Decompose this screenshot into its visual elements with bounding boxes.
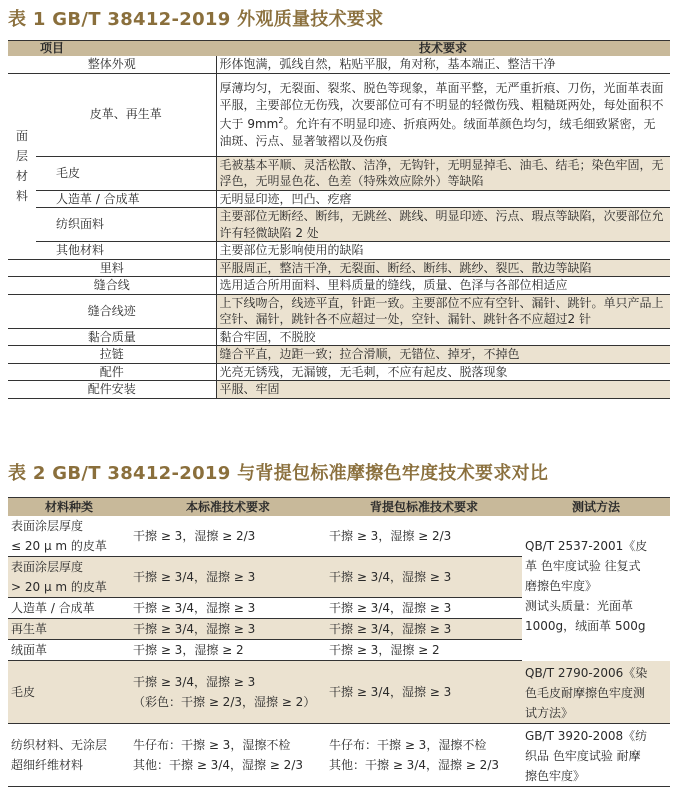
face-material-group: 面 层 材 料: [8, 73, 36, 259]
row-requirement: 平服周正，整洁干净，无裂面、断经、断纬、跳纱、裂匹、散边等缺陷: [216, 259, 670, 277]
material-cell: 人造革 / 合成革: [8, 598, 130, 619]
table-row: [8, 242, 670, 260]
row-requirement: 无明显印迹，凹凸、疙瘩: [216, 190, 670, 208]
row-requirement: 黏合牢固，不脱胶: [216, 328, 670, 346]
row-item: 缝合线迹: [8, 294, 216, 328]
table-row: [8, 381, 670, 399]
material-cell: 纺织材料、无涂层 超细纤维材料: [8, 723, 130, 786]
row-item: 皮革、再生革: [36, 73, 216, 156]
bag-standard-cell: 干擦 ≥ 3/4，湿擦 ≥ 3: [326, 619, 522, 640]
header-material: 材料种类: [8, 498, 130, 517]
table-row: [8, 346, 670, 364]
row-item: 配件安装: [8, 381, 216, 399]
table-row: [8, 208, 670, 242]
table-row: [8, 363, 670, 381]
row-item: 拉链: [8, 346, 216, 364]
table-row: [8, 294, 670, 328]
table-row: [8, 190, 670, 208]
bag-standard-cell: 干擦 ≥ 3，湿擦 ≥ 2/3: [326, 516, 522, 557]
this-standard-cell: 干擦 ≥ 3/4，湿擦 ≥ 3: [130, 598, 326, 619]
this-standard-cell: 干擦 ≥ 3，湿擦 ≥ 2/3: [130, 516, 326, 557]
test-method-cell: QB/T 2790-2006《染 色毛皮耐摩擦色牢度测 试方法》: [522, 661, 670, 724]
this-standard-cell: 牛仔布：干擦 ≥ 3，湿擦不检 其他：干擦 ≥ 3/4，湿擦 ≥ 2/3: [130, 723, 326, 786]
table1-title: 表 1 GB/T 38412-2019 外观质量技术要求: [8, 9, 384, 30]
row-requirement: 平服、牢固: [216, 381, 670, 399]
table-row: [8, 56, 670, 73]
row-requirement: 厚薄均匀，无裂面、裂浆、脱色等现象，革面平整，无严重折痕、刀伤，光面革表面平服，主要部位无伤残，次要部位可有不明显的轻微伤残、粗糙斑两处，每处面积不大于 $9mm^2$。允许有不明显印迹、折痕两处。绒面革颜色均匀，绒毛细致紧密，无油斑、污点、显著皱褶以及伤痕: [216, 73, 670, 156]
test-method-cell: GB/T 3920-2008《纺 织品 色牢度试验 耐摩 擦色牢度》: [522, 723, 670, 786]
this-standard-cell: 干擦 ≥ 3，湿擦 ≥ 2: [130, 640, 326, 661]
row-requirement: 主要部位无断经、断纬，无跳丝、跳线、明显印迹、污点、瑕点等缺陷，次要部位允许有轻微缺陷 2 处: [216, 208, 670, 242]
row-item: 配件: [8, 363, 216, 381]
table-row: [8, 328, 670, 346]
material-cell: 再生革: [8, 619, 130, 640]
row-item: 缝合线: [8, 277, 216, 295]
material-cell: 绒面革: [8, 640, 130, 661]
row-item: 里料: [8, 259, 216, 277]
table2-header-row: [8, 498, 670, 517]
row-requirement: 主要部位无影响使用的缺陷: [216, 242, 670, 260]
bag-standard-cell: 牛仔布：干擦 ≥ 3，湿擦不检 其他：干擦 ≥ 3/4，湿擦 ≥ 2/3: [326, 723, 522, 786]
material-cell: 表面涂层厚度 ≤ 20 μ m 的皮革: [8, 516, 130, 557]
row-item: 其他材料: [36, 242, 216, 260]
header-bag-standard: 背提包标准技术要求: [326, 498, 522, 517]
bag-standard-cell: 干擦 ≥ 3/4，湿擦 ≥ 3: [326, 661, 522, 724]
this-standard-cell: 干擦 ≥ 3/4，湿擦 ≥ 3: [130, 557, 326, 598]
table-row: [8, 277, 670, 295]
color-fastness-table: [8, 497, 670, 787]
table2-title: 表 2 GB/T 38412-2019 与背提包标准摩擦色牢度技术要求对比: [8, 463, 549, 484]
table-row: [8, 661, 670, 724]
material-cell: 毛皮: [8, 661, 130, 724]
header-this-standard: 本标准技术要求: [130, 498, 326, 517]
header-test-method: 测试方法: [522, 498, 670, 517]
bag-standard-cell: 干擦 ≥ 3，湿擦 ≥ 2: [326, 640, 522, 661]
this-standard-cell: 干擦 ≥ 3/4，湿擦 ≥ 3 （彩色：干擦 ≥ 2/3，湿擦 ≥ 2）: [130, 661, 326, 724]
row-item: 整体外观: [8, 56, 216, 73]
test-method-cell: QB/T 2537-2001《皮 革 色牢度试验 往复式 磨擦色牢度》 测试头质量：光面革 1000g，绒面革 500g: [525, 539, 648, 633]
row-item: 人造革 / 合成革: [36, 190, 216, 208]
row-item: 黏合质量: [8, 328, 216, 346]
material-cell: 表面涂层厚度 > 20 μ m 的皮革: [8, 557, 130, 598]
bag-standard-cell: 干擦 ≥ 3/4，湿擦 ≥ 3: [326, 598, 522, 619]
row-requirement: 毛被基本平顺、灵活松散、洁净，无钩针，无明显掉毛、油毛、结毛；染色牢固，无浮色，无明显色花、色差（特殊效应除外）等缺陷: [216, 156, 670, 190]
header-requirement: 技术要求: [216, 41, 670, 57]
table-row: [8, 259, 670, 277]
table-row: [8, 73, 670, 156]
appearance-quality-table: [8, 40, 670, 399]
table-row: [8, 516, 670, 557]
row-requirement: 上下线吻合，线迹平直，针距一致。主要部位不应有空针、漏针、跳针。单只产品上空针、漏针，跳针各不应超过一处，空针、漏针、跳针各不应超过2 针: [216, 294, 670, 328]
bag-standard-cell: 干擦 ≥ 3/4，湿擦 ≥ 3: [326, 557, 522, 598]
row-requirement: 缝合平直，边距一致；拉合滑顺，无错位、掉牙，不掉色: [216, 346, 670, 364]
row-requirement: 形体饱满，弧线自然，粘贴平服，角对称，基本端正、整洁干净: [216, 56, 670, 73]
row-item: 毛皮: [36, 156, 216, 190]
row-item: 纺织面料: [36, 208, 216, 242]
row-requirement: 光亮无锈残，无漏镀，无毛刺，不应有起皮、脱落现象: [216, 363, 670, 381]
row-requirement: 选用适合所用面料、里料质量的缝线，质量、色泽与各部位相适应: [216, 277, 670, 295]
table-row: [8, 723, 670, 786]
this-standard-cell: 干擦 ≥ 3/4，湿擦 ≥ 3: [130, 619, 326, 640]
table1-header-row: [8, 41, 670, 57]
table-row: [8, 156, 670, 190]
header-item: 项目: [8, 41, 216, 57]
